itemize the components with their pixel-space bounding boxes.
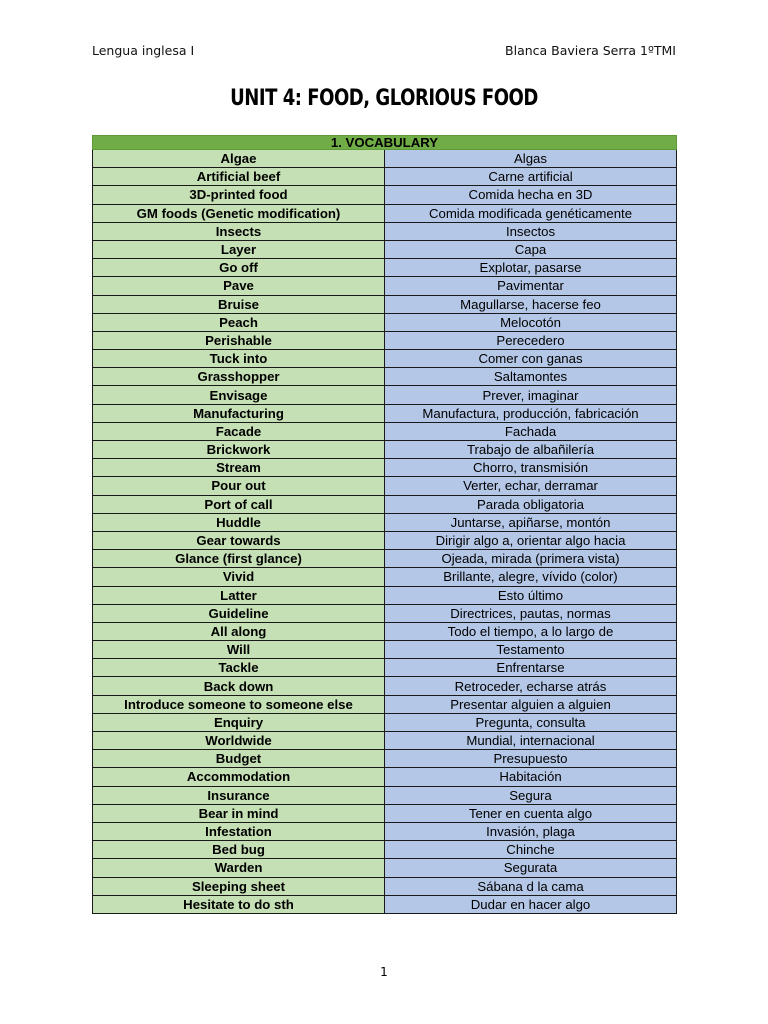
english-term-cell: Warden — [93, 859, 385, 877]
english-term-cell: Tackle — [93, 659, 385, 677]
english-term-cell: Manufacturing — [93, 404, 385, 422]
page-title: UNIT 4: FOOD, GLORIOUS FOOD — [230, 86, 538, 111]
spanish-translation-cell: Verter, echar, derramar — [385, 477, 677, 495]
vocabulary-row — [93, 222, 677, 240]
spanish-translation-cell: Pregunta, consulta — [385, 713, 677, 731]
english-term-cell: Back down — [93, 677, 385, 695]
vocabulary-row — [93, 459, 677, 477]
spanish-translation-cell: Insectos — [385, 222, 677, 240]
english-term-cell: Glance (first glance) — [93, 550, 385, 568]
english-term-cell: Bear in mind — [93, 804, 385, 822]
english-term-cell: Stream — [93, 459, 385, 477]
vocabulary-row — [93, 259, 677, 277]
vocabulary-row — [93, 513, 677, 531]
english-term-cell: Sleeping sheet — [93, 877, 385, 895]
vocabulary-table-body — [93, 136, 677, 914]
vocabulary-row — [93, 186, 677, 204]
spanish-translation-cell: Presupuesto — [385, 750, 677, 768]
spanish-translation-cell: Mundial, internacional — [385, 732, 677, 750]
vocabulary-row — [93, 732, 677, 750]
vocabulary-row — [93, 750, 677, 768]
spanish-translation-cell: Comida modificada genéticamente — [385, 204, 677, 222]
spanish-translation-cell: Fachada — [385, 422, 677, 440]
spanish-translation-cell: Tener en cuenta algo — [385, 804, 677, 822]
english-term-cell: Brickwork — [93, 441, 385, 459]
spanish-translation-cell: Capa — [385, 240, 677, 258]
vocabulary-row — [93, 240, 677, 258]
english-term-cell: Latter — [93, 586, 385, 604]
page-number: 1 — [380, 965, 388, 979]
english-term-cell: Insects — [93, 222, 385, 240]
vocabulary-row — [93, 386, 677, 404]
spanish-translation-cell: Comer con ganas — [385, 350, 677, 368]
english-term-cell: Budget — [93, 750, 385, 768]
header-course-name: Lengua inglesa I — [92, 43, 195, 58]
vocabulary-row — [93, 695, 677, 713]
vocabulary-row — [93, 331, 677, 349]
vocabulary-row — [93, 677, 677, 695]
english-term-cell: Insurance — [93, 786, 385, 804]
vocabulary-row — [93, 350, 677, 368]
vocabulary-row — [93, 313, 677, 331]
spanish-translation-cell: Directrices, pautas, normas — [385, 604, 677, 622]
english-term-cell: Layer — [93, 240, 385, 258]
spanish-translation-cell: Pavimentar — [385, 277, 677, 295]
english-term-cell: Peach — [93, 313, 385, 331]
spanish-translation-cell: Melocotón — [385, 313, 677, 331]
english-term-cell: Introduce someone to someone else — [93, 695, 385, 713]
spanish-translation-cell: Comida hecha en 3D — [385, 186, 677, 204]
vocabulary-row — [93, 822, 677, 840]
english-term-cell: Perishable — [93, 331, 385, 349]
spanish-translation-cell: Testamento — [385, 641, 677, 659]
spanish-translation-cell: Algas — [385, 150, 677, 168]
vocabulary-table — [92, 135, 677, 914]
vocabulary-row — [93, 713, 677, 731]
vocabulary-row — [93, 477, 677, 495]
spanish-translation-cell: Ojeada, mirada (primera vista) — [385, 550, 677, 568]
english-term-cell: Grasshopper — [93, 368, 385, 386]
spanish-translation-cell: Habitación — [385, 768, 677, 786]
spanish-translation-cell: Parada obligatoria — [385, 495, 677, 513]
vocabulary-row — [93, 568, 677, 586]
vocabulary-row — [93, 804, 677, 822]
spanish-translation-cell: Brillante, alegre, vívido (color) — [385, 568, 677, 586]
english-term-cell: Guideline — [93, 604, 385, 622]
spanish-translation-cell: Presentar alguien a alguien — [385, 695, 677, 713]
english-term-cell: Enquiry — [93, 713, 385, 731]
spanish-translation-cell: Chorro, transmisión — [385, 459, 677, 477]
english-term-cell: Bed bug — [93, 841, 385, 859]
spanish-translation-cell: Segurata — [385, 859, 677, 877]
spanish-translation-cell: Retroceder, echarse atrás — [385, 677, 677, 695]
english-term-cell: Infestation — [93, 822, 385, 840]
spanish-translation-cell: Magullarse, hacerse feo — [385, 295, 677, 313]
spanish-translation-cell: Carne artificial — [385, 168, 677, 186]
vocabulary-row — [93, 586, 677, 604]
vocabulary-row — [93, 404, 677, 422]
english-term-cell: Artificial beef — [93, 168, 385, 186]
vocabulary-row — [93, 641, 677, 659]
english-term-cell: Accommodation — [93, 768, 385, 786]
english-term-cell: Vivid — [93, 568, 385, 586]
spanish-translation-cell: Enfrentarse — [385, 659, 677, 677]
vocabulary-row — [93, 531, 677, 549]
vocabulary-row — [93, 277, 677, 295]
english-term-cell: 3D-printed food — [93, 186, 385, 204]
spanish-translation-cell: Manufactura, producción, fabricación — [385, 404, 677, 422]
english-term-cell: All along — [93, 622, 385, 640]
vocabulary-row — [93, 622, 677, 640]
english-term-cell: Facade — [93, 422, 385, 440]
vocabulary-row — [93, 768, 677, 786]
header-author-name: Blanca Baviera Serra 1ºTMI — [505, 43, 676, 58]
english-term-cell: Pave — [93, 277, 385, 295]
spanish-translation-cell: Chinche — [385, 841, 677, 859]
vocabulary-row — [93, 150, 677, 168]
spanish-translation-cell: Saltamontes — [385, 368, 677, 386]
spanish-translation-cell: Prever, imaginar — [385, 386, 677, 404]
vocabulary-row — [93, 786, 677, 804]
vocabulary-section-heading: 1. VOCABULARY — [93, 136, 677, 150]
spanish-translation-cell: Todo el tiempo, a lo largo de — [385, 622, 677, 640]
vocabulary-row — [93, 550, 677, 568]
english-term-cell: Gear towards — [93, 531, 385, 549]
vocabulary-row — [93, 895, 677, 913]
spanish-translation-cell: Invasión, plaga — [385, 822, 677, 840]
vocabulary-row — [93, 368, 677, 386]
vocabulary-section-header-row — [93, 136, 677, 150]
spanish-translation-cell: Trabajo de albañilería — [385, 441, 677, 459]
spanish-translation-cell: Dudar en hacer algo — [385, 895, 677, 913]
vocabulary-row — [93, 659, 677, 677]
vocabulary-row — [93, 604, 677, 622]
vocabulary-row — [93, 295, 677, 313]
english-term-cell: Will — [93, 641, 385, 659]
spanish-translation-cell: Sábana d la cama — [385, 877, 677, 895]
spanish-translation-cell: Dirigir algo a, orientar algo hacia — [385, 531, 677, 549]
english-term-cell: GM foods (Genetic modification) — [93, 204, 385, 222]
english-term-cell: Envisage — [93, 386, 385, 404]
spanish-translation-cell: Esto último — [385, 586, 677, 604]
vocabulary-row — [93, 422, 677, 440]
english-term-cell: Go off — [93, 259, 385, 277]
english-term-cell: Bruise — [93, 295, 385, 313]
english-term-cell: Pour out — [93, 477, 385, 495]
english-term-cell: Algae — [93, 150, 385, 168]
vocabulary-row — [93, 841, 677, 859]
english-term-cell: Hesitate to do sth — [93, 895, 385, 913]
spanish-translation-cell: Segura — [385, 786, 677, 804]
vocabulary-row — [93, 495, 677, 513]
vocabulary-row — [93, 877, 677, 895]
spanish-translation-cell: Juntarse, apiñarse, montón — [385, 513, 677, 531]
english-term-cell: Huddle — [93, 513, 385, 531]
spanish-translation-cell: Explotar, pasarse — [385, 259, 677, 277]
vocabulary-row — [93, 859, 677, 877]
vocabulary-row — [93, 204, 677, 222]
vocabulary-row — [93, 168, 677, 186]
english-term-cell: Worldwide — [93, 732, 385, 750]
vocabulary-row — [93, 441, 677, 459]
english-term-cell: Port of call — [93, 495, 385, 513]
english-term-cell: Tuck into — [93, 350, 385, 368]
spanish-translation-cell: Perecedero — [385, 331, 677, 349]
